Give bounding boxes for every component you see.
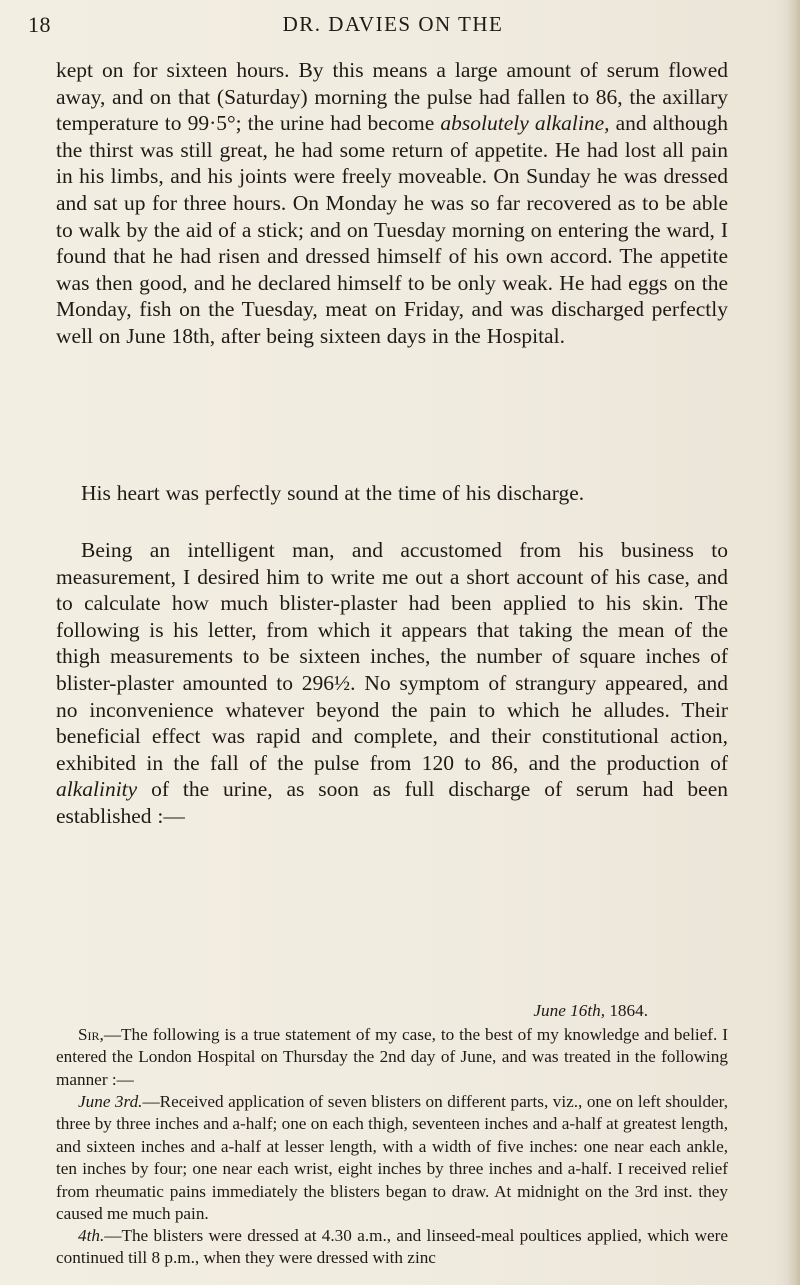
paragraph-text: and although the thirst was still great, he had some return of appetite. He had lost all pain in his limbs, and his joints were freely moveable. On Sunday he was dressed and sat up for three hours. On Monday he was so far recovered as to be able to walk by the aid of a stick; and on Tuesday morning on entering the ward, I found that he had risen and dressed himself of his own accord. The appetite was then good, and he declared himself to be only weak. He had eggs on the Monday, fish on the Tuesday, meat on Friday, and was discharged perfectly well on June 18th, after being sixteen days in the Hospital. bbox=[56, 111, 728, 348]
date-year: 1864. bbox=[609, 1001, 648, 1020]
running-head: DR. DAVIES ON THE bbox=[282, 12, 504, 36]
date-day: 16th, bbox=[570, 1001, 606, 1020]
page-edge bbox=[788, 0, 800, 1285]
letter-entry-june-3 bbox=[56, 1091, 728, 1225]
letter-opening bbox=[56, 1024, 728, 1091]
paragraph-text: kept on for sixteen hours. By this means a large amount of serum flowed away, and on that (Saturday) morning the pulse had fallen to 86, the axillary temperature to 99·5°; the urine had become bbox=[56, 58, 728, 136]
letter-text: —Received application of seven blisters on different parts, viz., one on left shoulder, three by three inches and a-half; one on each thigh, seventeen inches and a-half at greatest length, and sixteen inches and a-half at lesser length, with a width of five inches: one near each ankle, ten inches by four; one near each wrist, eight inches by three inches and a-half. I received relief from rheumatic pains immediately the blisters began to draw. At midnight on the 3rd inst. they caused me much pain. bbox=[56, 1092, 729, 1224]
letter-text: —The blisters were dressed at 4.30 a.m., and linseed-meal poultices applied, which were continued till 8 p.m., when they were dressed with zinc bbox=[56, 1226, 728, 1268]
paragraph-text: Being an intelligent man, and accustomed from his business to measurement, I desired him to write me out a short account of his case, and to calculate how much blister-plaster had been applied to his skin. The following is his letter, from which it appears that taking the mean of the thigh measurements to be sixteen inches, the number of square inches of blister-plaster amounted to 296½. No symptom of strangury appeared, and no inconvenience whatever beyond the pain to which he alludes. Their beneficial effect was rapid and complete, and their constitutional action, exhibited in the fall of the pulse from 120 to 86, and the production of bbox=[56, 538, 728, 775]
page-number: 18 bbox=[28, 12, 51, 37]
paragraph-measurement bbox=[56, 537, 728, 830]
letter-salutation: Sir, bbox=[78, 1025, 104, 1044]
letter-date bbox=[56, 1000, 728, 1022]
letter-text: —The following is a true statement of my case, to the best of my knowledge and belief. I entered the London Hospital on Thursday the 2nd day of June, and was treated in the following manner :— bbox=[56, 1025, 728, 1089]
emphasis-text: alkalinity bbox=[56, 777, 138, 802]
entry-date: June 3rd. bbox=[78, 1092, 143, 1111]
page-header bbox=[28, 12, 758, 46]
letter-entry-4th bbox=[56, 1225, 728, 1270]
emphasis-text: absolutely alkaline, bbox=[440, 111, 610, 136]
paragraph-text: of the urine, as soon as full discharge of serum had been established :— bbox=[56, 777, 728, 828]
paragraph-recovery bbox=[56, 57, 728, 350]
paragraph-heart: His heart was perfectly sound at the time of his discharge. bbox=[81, 481, 585, 505]
date-month: June bbox=[533, 1001, 566, 1020]
entry-date: 4th. bbox=[78, 1226, 105, 1245]
